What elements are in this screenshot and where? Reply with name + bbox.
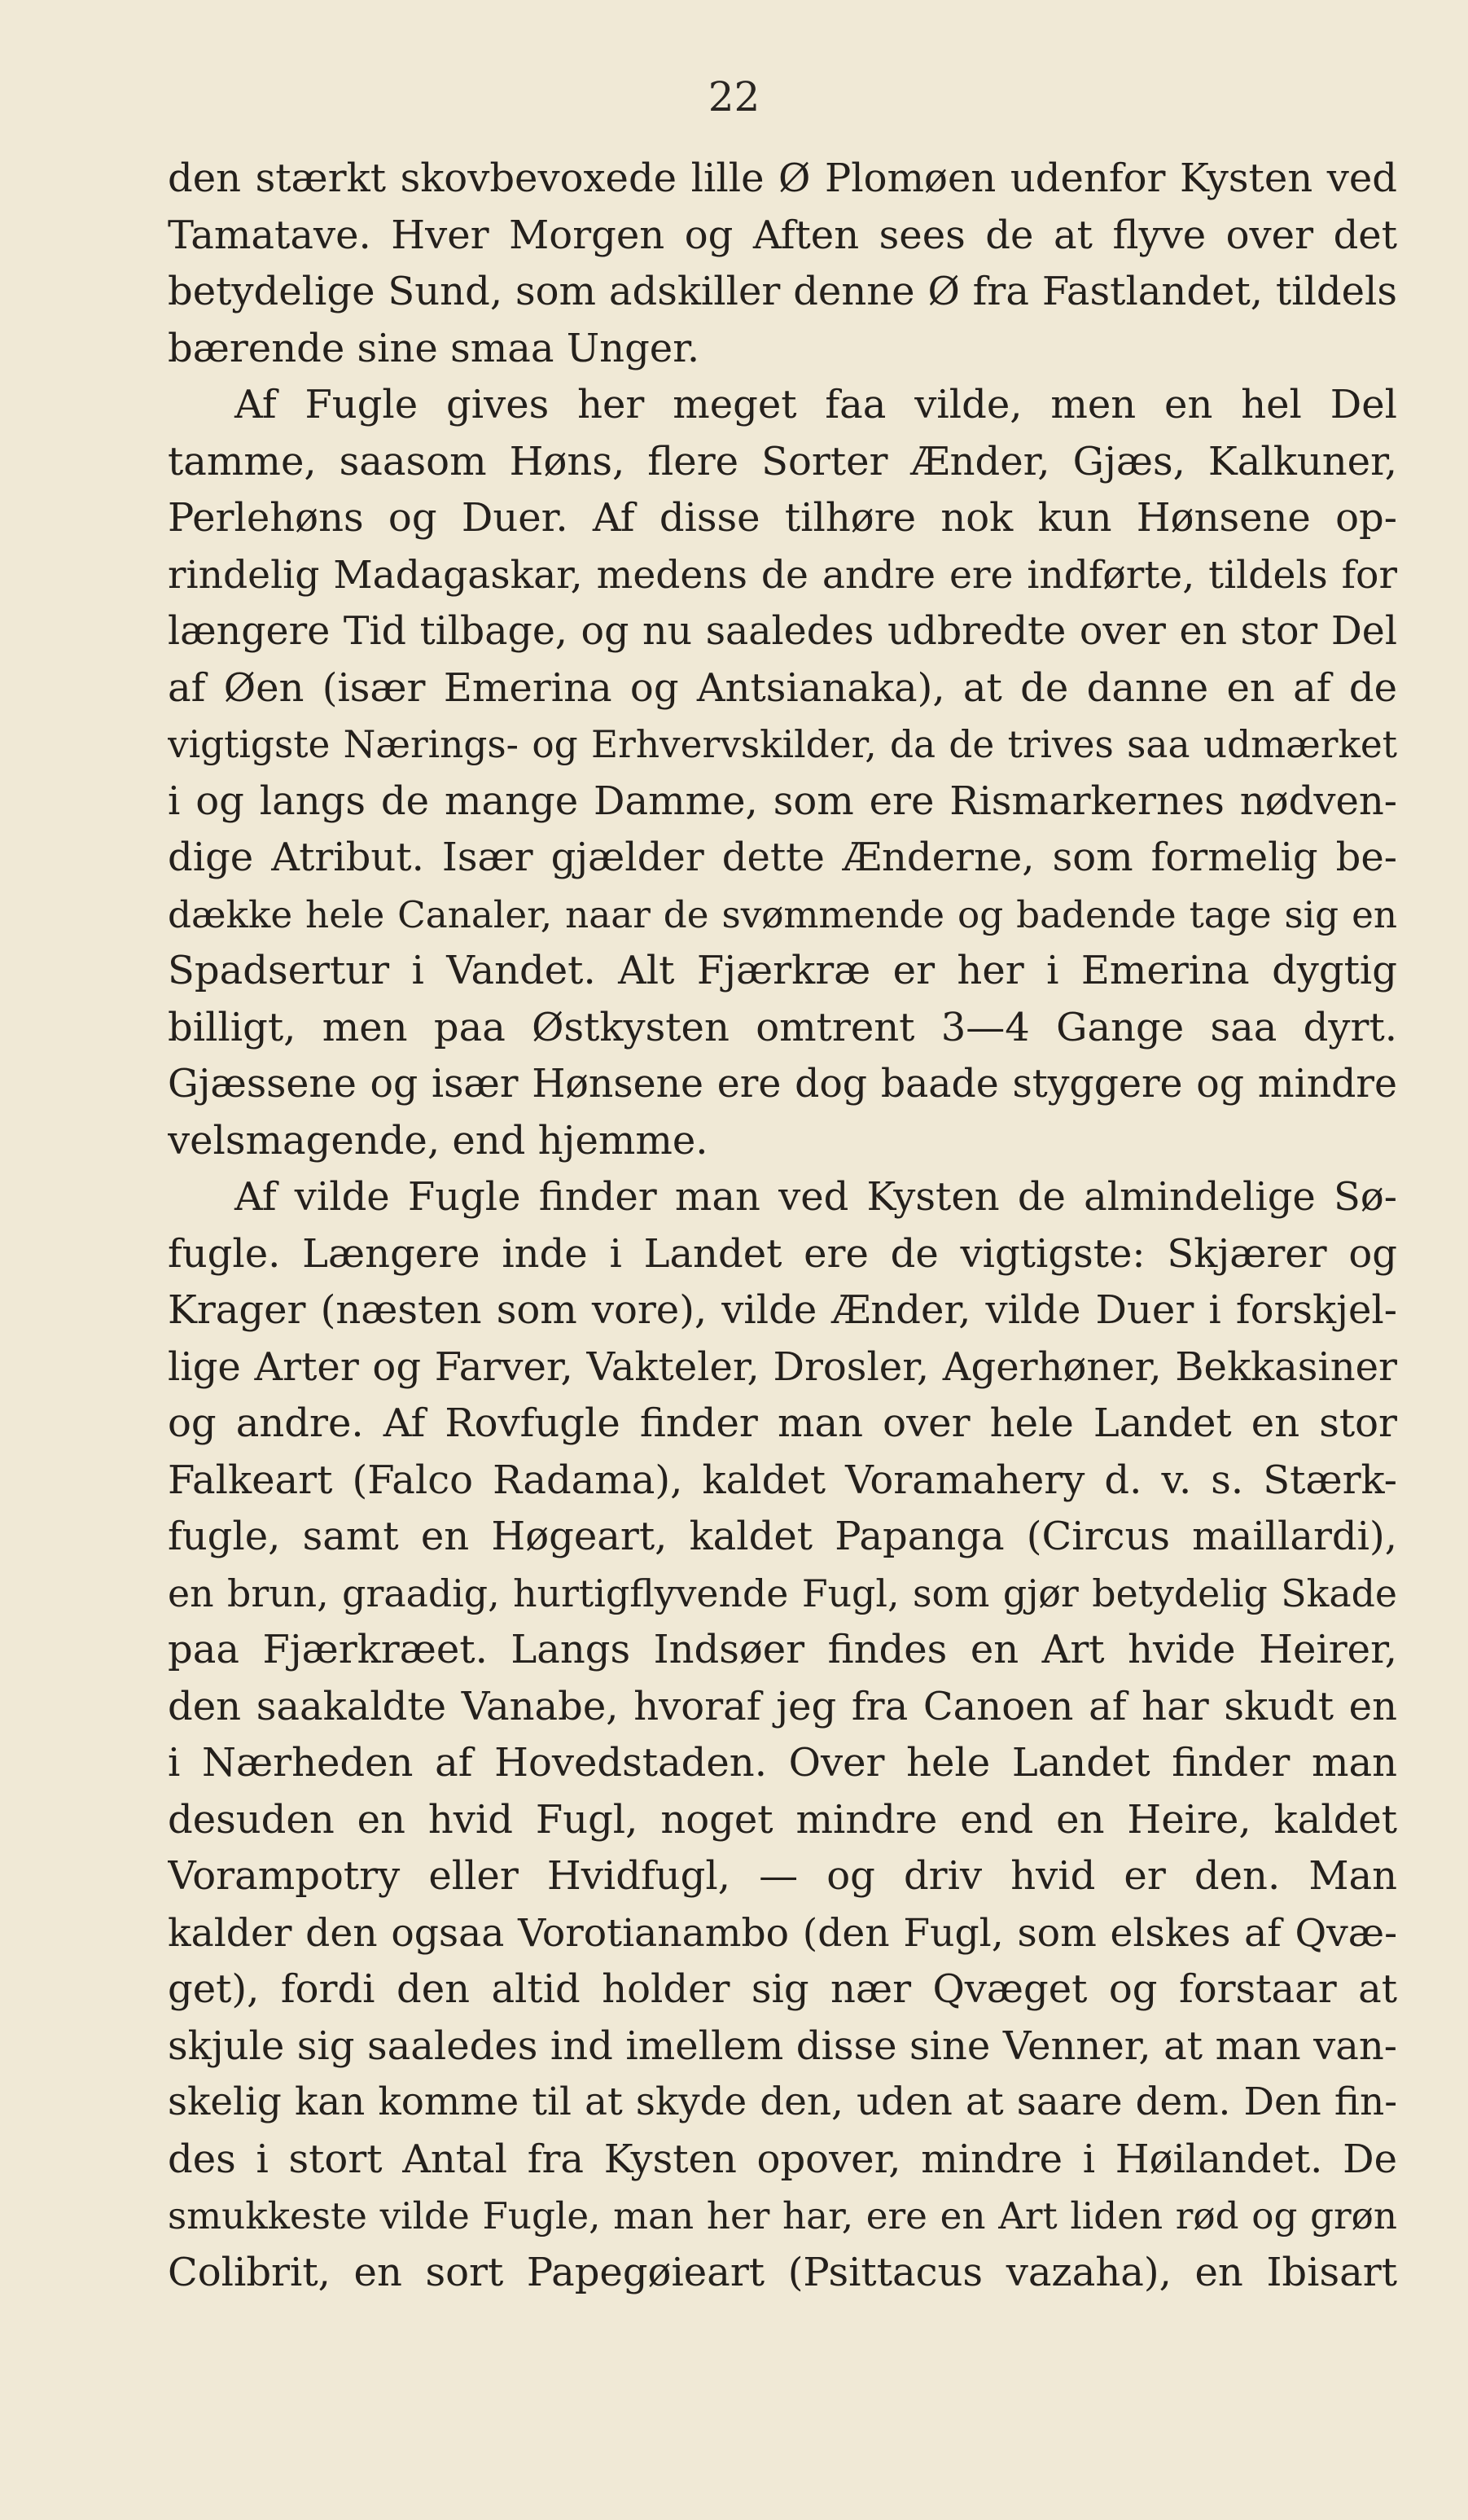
text-line: fugle, samt en Høgeart, kaldet Papanga (Circus maillardi), xyxy=(168,1514,1397,1559)
page-number: 22 xyxy=(708,73,760,121)
text-line: paa Fjærkræet. Langs Indsøer findes en Art hvide Heirer, xyxy=(168,1627,1397,1672)
text-line: vigtigste Nærings- og Erhvervskilder, da de trives saa udmærket xyxy=(168,723,1397,766)
text-line: Spadsertur i Vandet. Alt Fjærkræ er her i Emerina dygtig xyxy=(168,948,1397,993)
text-line: den stærkt skovbevoxede lille Ø Plomøen udenfor Kysten ved xyxy=(168,156,1397,201)
text-line: kalder den ogsaa Vorotianambo (den Fugl, som elskes af Qvæ- xyxy=(168,1910,1397,1956)
text-line: længere Tid tilbage, og nu saaledes udbredte over en stor Del xyxy=(168,609,1397,654)
text-line: og andre. Af Rovfugle finder man over hele Landet en stor xyxy=(168,1400,1397,1446)
text-line: Vorampotry eller Hvidfugl, — og driv hvid er den. Man xyxy=(168,1853,1397,1899)
text-line: en brun, graadig, hurtigflyvende Fugl, som gjør betydelig Skade xyxy=(168,1571,1397,1615)
text-line: i Nærheden af Hovedstaden. Over hele Landet finder man xyxy=(168,1740,1397,1786)
text-line: betydelige Sund, som adskiller denne Ø fra Fastlandet, tildels xyxy=(168,269,1397,314)
text-line: Af Fugle gives her meget faa vilde, men en hel Del xyxy=(234,382,1397,427)
text-line: desuden en hvid Fugl, noget mindre end en Heire, kaldet xyxy=(168,1796,1397,1843)
text-line: smukkeste vilde Fugle, man her har, ere en Art liden rød og grøn xyxy=(168,2194,1397,2237)
text-line: velsmagende, end hjemme. xyxy=(168,1117,708,1164)
text-line: rindelig Madagaskar, medens de andre ere indførte, tildels for xyxy=(168,552,1397,598)
text-line: Af vilde Fugle finder man ved Kysten de almindelige Sø- xyxy=(234,1174,1397,1220)
text-line: af Øen (især Emerina og Antsianaka), at de danne en af de xyxy=(168,664,1397,711)
text-line: bærende sine smaa Unger. xyxy=(168,325,700,371)
text-line: dige Atribut. Især gjælder dette Ænderne, som formelig be- xyxy=(168,835,1397,880)
text-line: fugle. Længere inde i Landet ere de vigtigste: Skjærer og xyxy=(168,1230,1397,1277)
text-line: i og langs de mange Damme, som ere Rismarkernes nødven- xyxy=(168,778,1397,824)
text-line: den saakaldte Vanabe, hvoraf jeg fra Canoen af har skudt en xyxy=(168,1683,1397,1729)
text-line: Gjæssene og især Hønsene ere dog baade styggere og mindre xyxy=(168,1062,1397,1107)
text-line: Falkeart (Falco Radama), kaldet Voramahery d. v. s. Stærk- xyxy=(168,1457,1397,1503)
text-line: skjule sig saaledes ind imellem disse sine Venner, at man van- xyxy=(168,2023,1397,2069)
text-line: Krager (næsten som vore), vilde Ænder, vilde Duer i forskjel- xyxy=(168,1287,1397,1333)
text-line: get), fordi den altid holder sig nær Qvæget og forstaar at xyxy=(168,1966,1397,2012)
text-line: tamme, saasom Høns, flere Sorter Ænder, Gjæs, Kalkuner, xyxy=(168,438,1397,484)
text-line: des i stort Antal fra Kysten opover, mindre i Høilandet. De xyxy=(168,2136,1397,2182)
text-line: skelig kan komme til at skyde den, uden at saare dem. Den fin- xyxy=(168,2080,1397,2124)
text-line: lige Arter og Farver, Vakteler, Drosler, Agerhøner, Bekkasiner xyxy=(168,1343,1397,1390)
text-line: Tamatave. Hver Morgen og Aften sees de at flyve over det xyxy=(168,212,1397,258)
text-line: billigt, men paa Østkysten omtrent 3—4 Gange saa dyrt. xyxy=(168,1004,1397,1050)
body-text xyxy=(168,151,1397,2301)
text-line: dække hele Canaler, naar de svømmende og badende tage sig en xyxy=(168,892,1397,936)
text-line: Colibrit, en sort Papegøieart (Psittacus vazaha), en Ibisart xyxy=(168,2249,1397,2295)
text-line: Perlehøns og Duer. Af disse tilhøre nok kun Hønsene op- xyxy=(168,495,1397,541)
